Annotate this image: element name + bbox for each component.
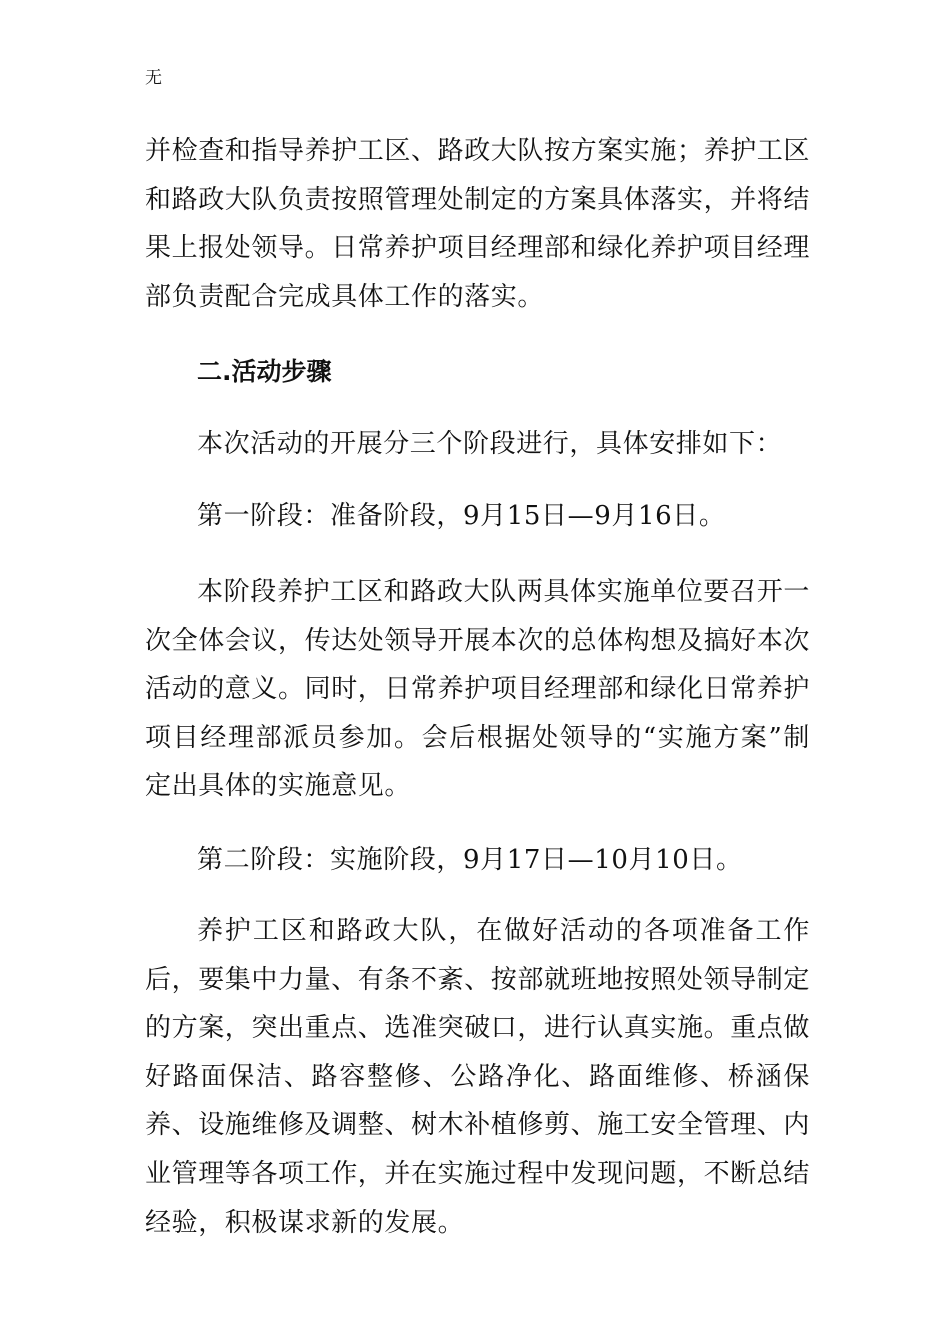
header-mark: 无 bbox=[145, 68, 162, 88]
section-heading: 二.活动步骤 bbox=[197, 357, 332, 386]
paragraph-responsibilities: 并检查和指导养护工区、路政大队按方案实施；养护工区和路政大队负责按照管理处制定的方案具体落实，并将结果上报处领导。日常养护项目经理部和绿化养护项目经理部负责配合完成具体工作的落实。 bbox=[145, 136, 811, 312]
stage-2-title: 第二阶段：实施阶段，9月17日—10月10日。 bbox=[197, 845, 743, 875]
intro-paragraph: 本次活动的开展分三个阶段进行，具体安排如下： bbox=[197, 429, 783, 459]
stage-2-paragraph: 养护工区和路政大队，在做好活动的各项准备工作后，要集中力量、有条不紊、按部就班地按照处领导制定的方案，突出重点、选准突破口，进行认真实施。重点做好路面保洁、路容整修、公路净化、路面维修、桥涵保养、设施维修及调整、树木补植修剪、施工安全管理、内业管理等各项工作，并在实施过程中发现问题，不断总结经验，积极谋求新的发展。 bbox=[145, 916, 811, 1238]
stage-1-title: 第一阶段：准备阶段，9月15日—9月16日。 bbox=[197, 501, 726, 531]
stage-1-paragraph: 本阶段养护工区和路政大队两具体实施单位要召开一次全体会议，传达处领导开展本次的总体构想及搞好本次活动的意义。同时，日常养护项目经理部和绿化日常养护项目经理部派员参加。会后根据处领导的“实施方案”制定出具体的实施意见。 bbox=[145, 577, 811, 802]
